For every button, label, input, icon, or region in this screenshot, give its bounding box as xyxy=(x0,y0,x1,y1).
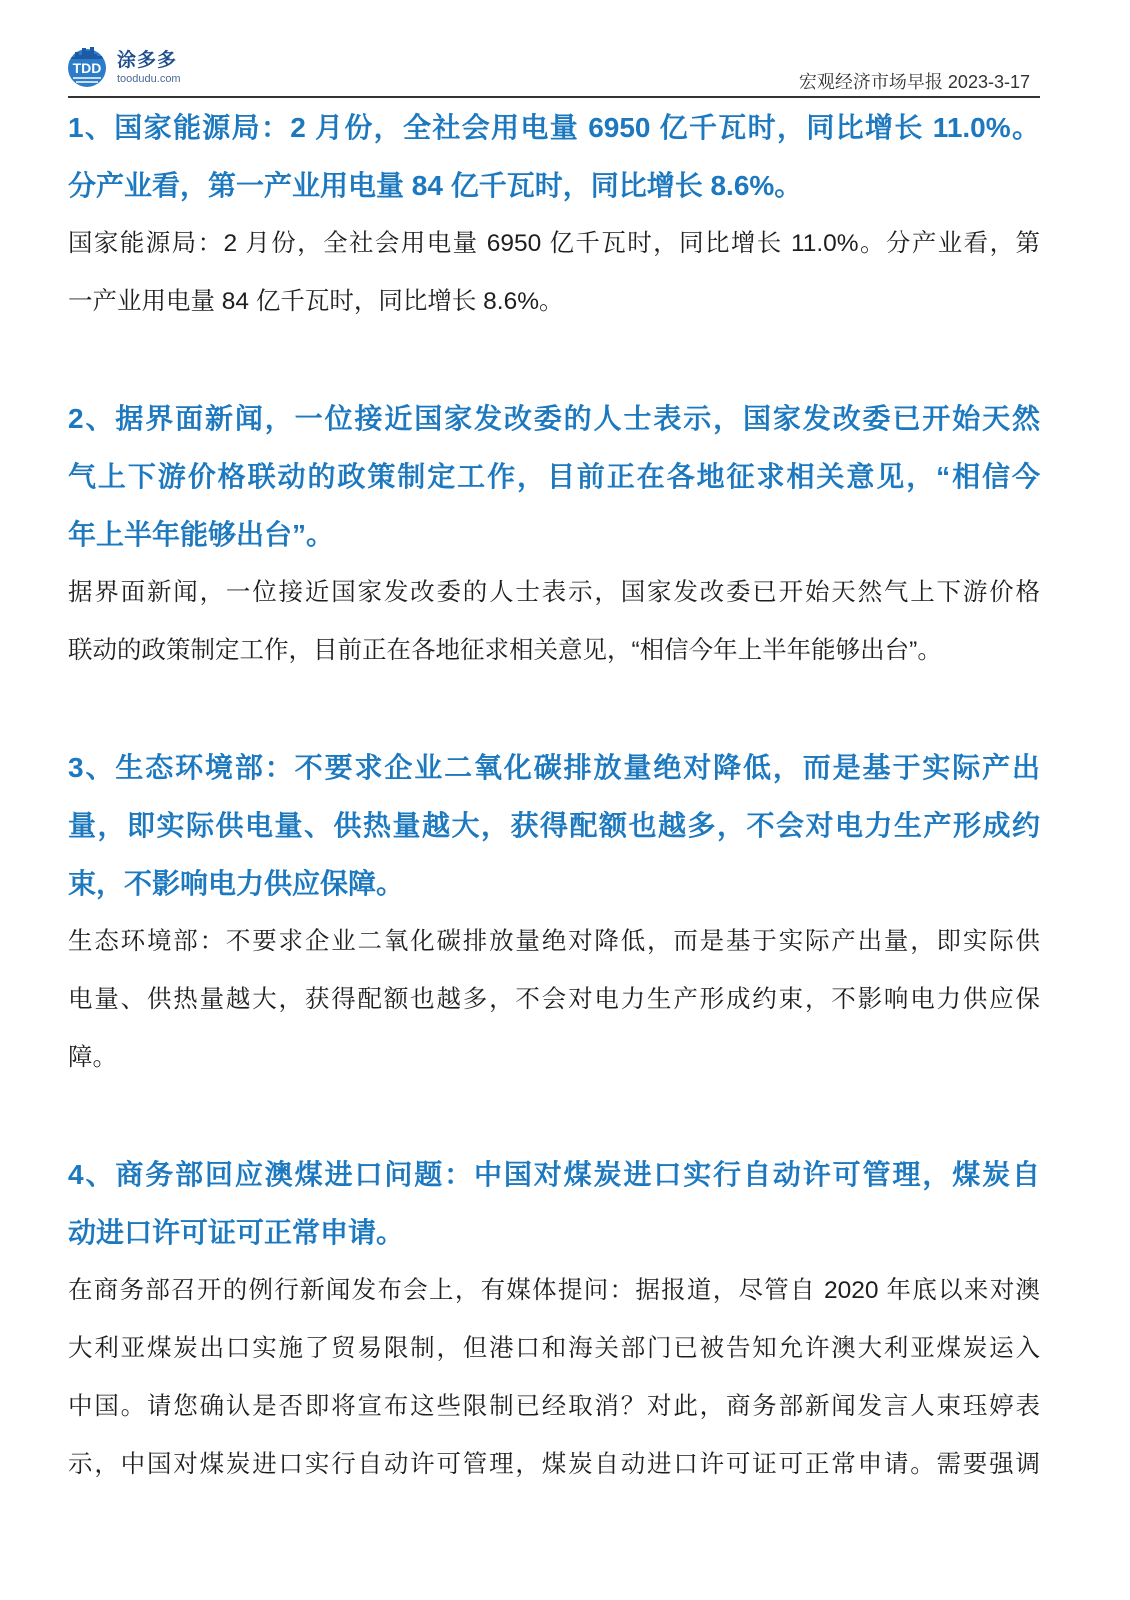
news-item-4 xyxy=(68,1146,1040,1494)
body-line: 联动的政策制定工作，目前正在各地征求相关意见，“相信今年上半年能够出台”。 xyxy=(68,637,942,664)
body-line: 电量、供热量越大，获得配额也越多，不会对电力生产形成约束，不影响电力供应保 xyxy=(68,986,1040,1013)
headline-line: 3、生态环境部：不要求企业二氧化碳排放量绝对降低，而是基于实际产出 xyxy=(68,752,1040,783)
news-headline xyxy=(68,390,1040,564)
headline-line: 量，即实际供电量、供热量越大，获得配额也越多，不会对电力生产形成约 xyxy=(68,810,1040,841)
news-list xyxy=(68,99,1040,1494)
headline-line: 4、商务部回应澳煤进口问题：中国对煤炭进口实行自动许可管理，煤炭自 xyxy=(68,1159,1040,1190)
news-headline xyxy=(68,1146,1040,1262)
headline-line: 2、据界面新闻，一位接近国家发改委的人士表示，国家发改委已开始天然 xyxy=(68,403,1040,434)
body-line: 在商务部召开的例行新闻发布会上，有媒体提问：据报道，尽管自 2020 年底以来对澳 xyxy=(68,1277,1040,1304)
headline-line: 束，不影响电力供应保障。 xyxy=(68,868,405,899)
headline-line: 1、国家能源局：2 月份，全社会用电量 6950 亿千瓦时，同比增长 11.0%。 xyxy=(68,112,1040,143)
news-item-3 xyxy=(68,739,1040,1087)
body-line: 据界面新闻，一位接近国家发改委的人士表示，国家发改委已开始天然气上下游价格 xyxy=(68,579,1040,606)
body-line: 国家能源局：2 月份，全社会用电量 6950 亿千瓦时，同比增长 11.0%。分产业看，第 xyxy=(68,230,1040,257)
body-line: 中国。请您确认是否即将宣布这些限制已经取消？对此，商务部新闻发言人束珏婷表 xyxy=(68,1393,1040,1420)
news-item-1 xyxy=(68,99,1040,331)
body-line: 一产业用电量 84 亿千瓦时，同比增长 8.6%。 xyxy=(68,288,564,315)
headline-line: 年上半年能够出台”。 xyxy=(68,519,335,550)
body-line: 示，中国对煤炭进口实行自动许可管理，煤炭自动进口许可证可正常申请。需要强调 xyxy=(68,1451,1040,1478)
body-line: 障。 xyxy=(68,1044,117,1071)
news-body xyxy=(68,1262,1040,1494)
body-line: 生态环境部：不要求企业二氧化碳排放量绝对降低，而是基于实际产出量，即实际供 xyxy=(68,928,1040,955)
body-line: 大利亚煤炭出口实施了贸易限制，但港口和海关部门已被告知允许澳大利亚煤炭运入 xyxy=(68,1335,1040,1362)
logo-lettering: TDD xyxy=(72,60,102,76)
news-body xyxy=(68,564,1040,680)
brand-url: toodudu.com xyxy=(117,73,181,85)
news-body xyxy=(68,215,1040,331)
report-title: 宏观经济市场早报 2023-3-17 xyxy=(798,72,1030,92)
news-headline xyxy=(68,99,1040,215)
headline-line: 动进口许可证可正常申请。 xyxy=(68,1217,405,1248)
news-body xyxy=(68,913,1040,1087)
news-headline xyxy=(68,739,1040,913)
toodudu-globe-logo-icon xyxy=(66,45,108,89)
brand-name: 涂多多 xyxy=(117,50,178,71)
header-rule xyxy=(68,96,1040,98)
toodudu-logo xyxy=(66,45,196,91)
headline-line: 气上下游价格联动的政策制定工作，目前正在各地征求相关意见，“相信今 xyxy=(68,461,1040,492)
news-item-2 xyxy=(68,390,1040,680)
headline-line: 分产业看，第一产业用电量 84 亿千瓦时，同比增长 8.6%。 xyxy=(68,170,803,201)
